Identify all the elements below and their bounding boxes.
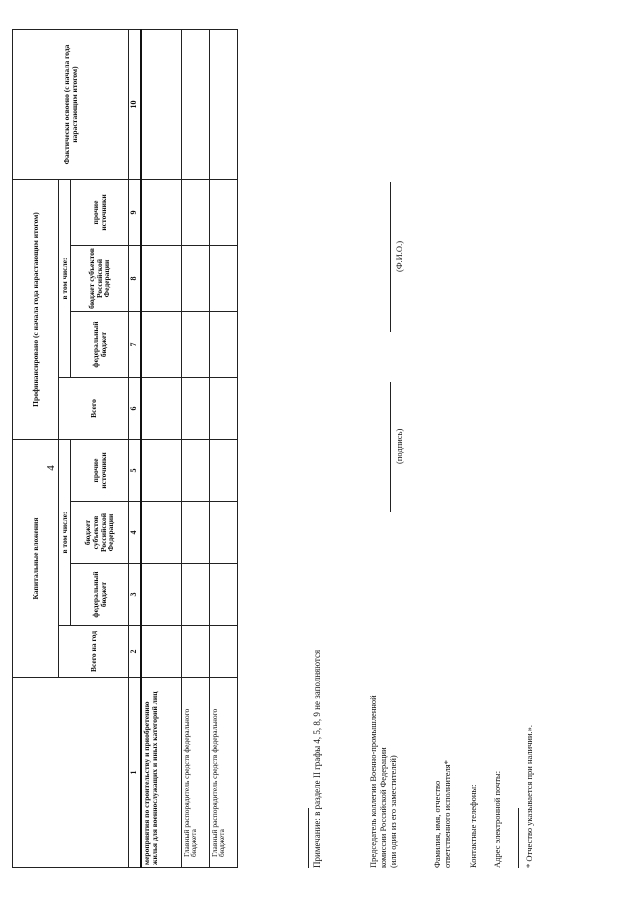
signer-line2: комиссии Российской Федерации xyxy=(378,747,389,868)
col-number: 10 xyxy=(129,30,142,180)
header-fin-subjects: бюджет субъектов Российской Федерации xyxy=(71,246,129,312)
header-cap-in-that: в том числе: xyxy=(59,440,71,626)
header-fin-total: Всего xyxy=(59,378,129,440)
header-cap-other: прочие источники xyxy=(71,440,129,502)
header-col1 xyxy=(13,678,129,868)
contact-email: Адрес электронной почты: xyxy=(492,770,502,868)
col-number: 6 xyxy=(129,378,142,440)
name-caption: (Ф.И.О.) xyxy=(394,240,404,272)
page-number: 4 xyxy=(44,465,57,471)
table-row xyxy=(209,30,237,868)
col-number: 9 xyxy=(129,180,142,246)
col-number: 7 xyxy=(129,312,142,378)
signer-line1: Председатель коллегии Военно-промышленной xyxy=(368,695,378,868)
row-label: мероприятия по строительству и приобретению жилья для военнослужащих и иных категорий лиц xyxy=(141,678,181,868)
footnote: * Отчество указывается при наличии.». xyxy=(524,724,534,868)
header-cap-subjects: бюджет субъектов Российской Федерации xyxy=(71,502,129,564)
header-actually-used xyxy=(13,30,129,180)
col-number: 3 xyxy=(129,564,142,626)
header-cap-total: Всего на год xyxy=(59,626,129,678)
col-number: 4 xyxy=(129,502,142,564)
note-divider xyxy=(308,808,309,868)
header-capital-investments: Капитальные вложения xyxy=(13,440,59,678)
responsible-person xyxy=(432,760,452,868)
header-cap-federal: федеральный бюджет xyxy=(71,564,129,626)
col-number: 5 xyxy=(129,440,142,502)
name-line xyxy=(390,182,391,332)
responsible-line2: ответственного исполнителя* xyxy=(442,760,453,868)
signer-line3: (или один из его заместителей) xyxy=(388,755,399,868)
rotated-sheet xyxy=(12,18,622,868)
row-label: Главный распорядитель средств федерального бюджета xyxy=(181,678,209,868)
signature-line xyxy=(390,382,391,512)
header-fin-other: прочие источники xyxy=(71,180,129,246)
header-fin-federal: федеральный бюджет xyxy=(71,312,129,378)
col-number: 2 xyxy=(129,626,142,678)
col-number: 8 xyxy=(129,246,142,312)
signature-caption: (подпись) xyxy=(394,428,404,464)
table-row xyxy=(181,30,209,868)
table-note: Примечание: в разделе II графы 4, 5, 8, 9 не заполняются xyxy=(312,649,322,868)
signer-block xyxy=(368,695,399,868)
col-number: 1 xyxy=(129,678,142,868)
contact-phones: Контактные телефоны: xyxy=(468,784,478,868)
footnote-divider xyxy=(518,808,519,868)
header-fin-in-that: в том числе: xyxy=(59,180,71,378)
table-row xyxy=(141,30,181,868)
header-financed: Профинансировано (с начала года нарастающим итогом) xyxy=(13,180,59,440)
header-actually-used-title: Фактически освоено (с начала года нарастающим итогом) xyxy=(61,44,79,165)
report-table xyxy=(12,29,238,868)
responsible-line1: Фамилия, имя, отчество xyxy=(432,780,442,868)
row-label: Главный распорядитель средств федерального бюджета xyxy=(209,678,237,868)
